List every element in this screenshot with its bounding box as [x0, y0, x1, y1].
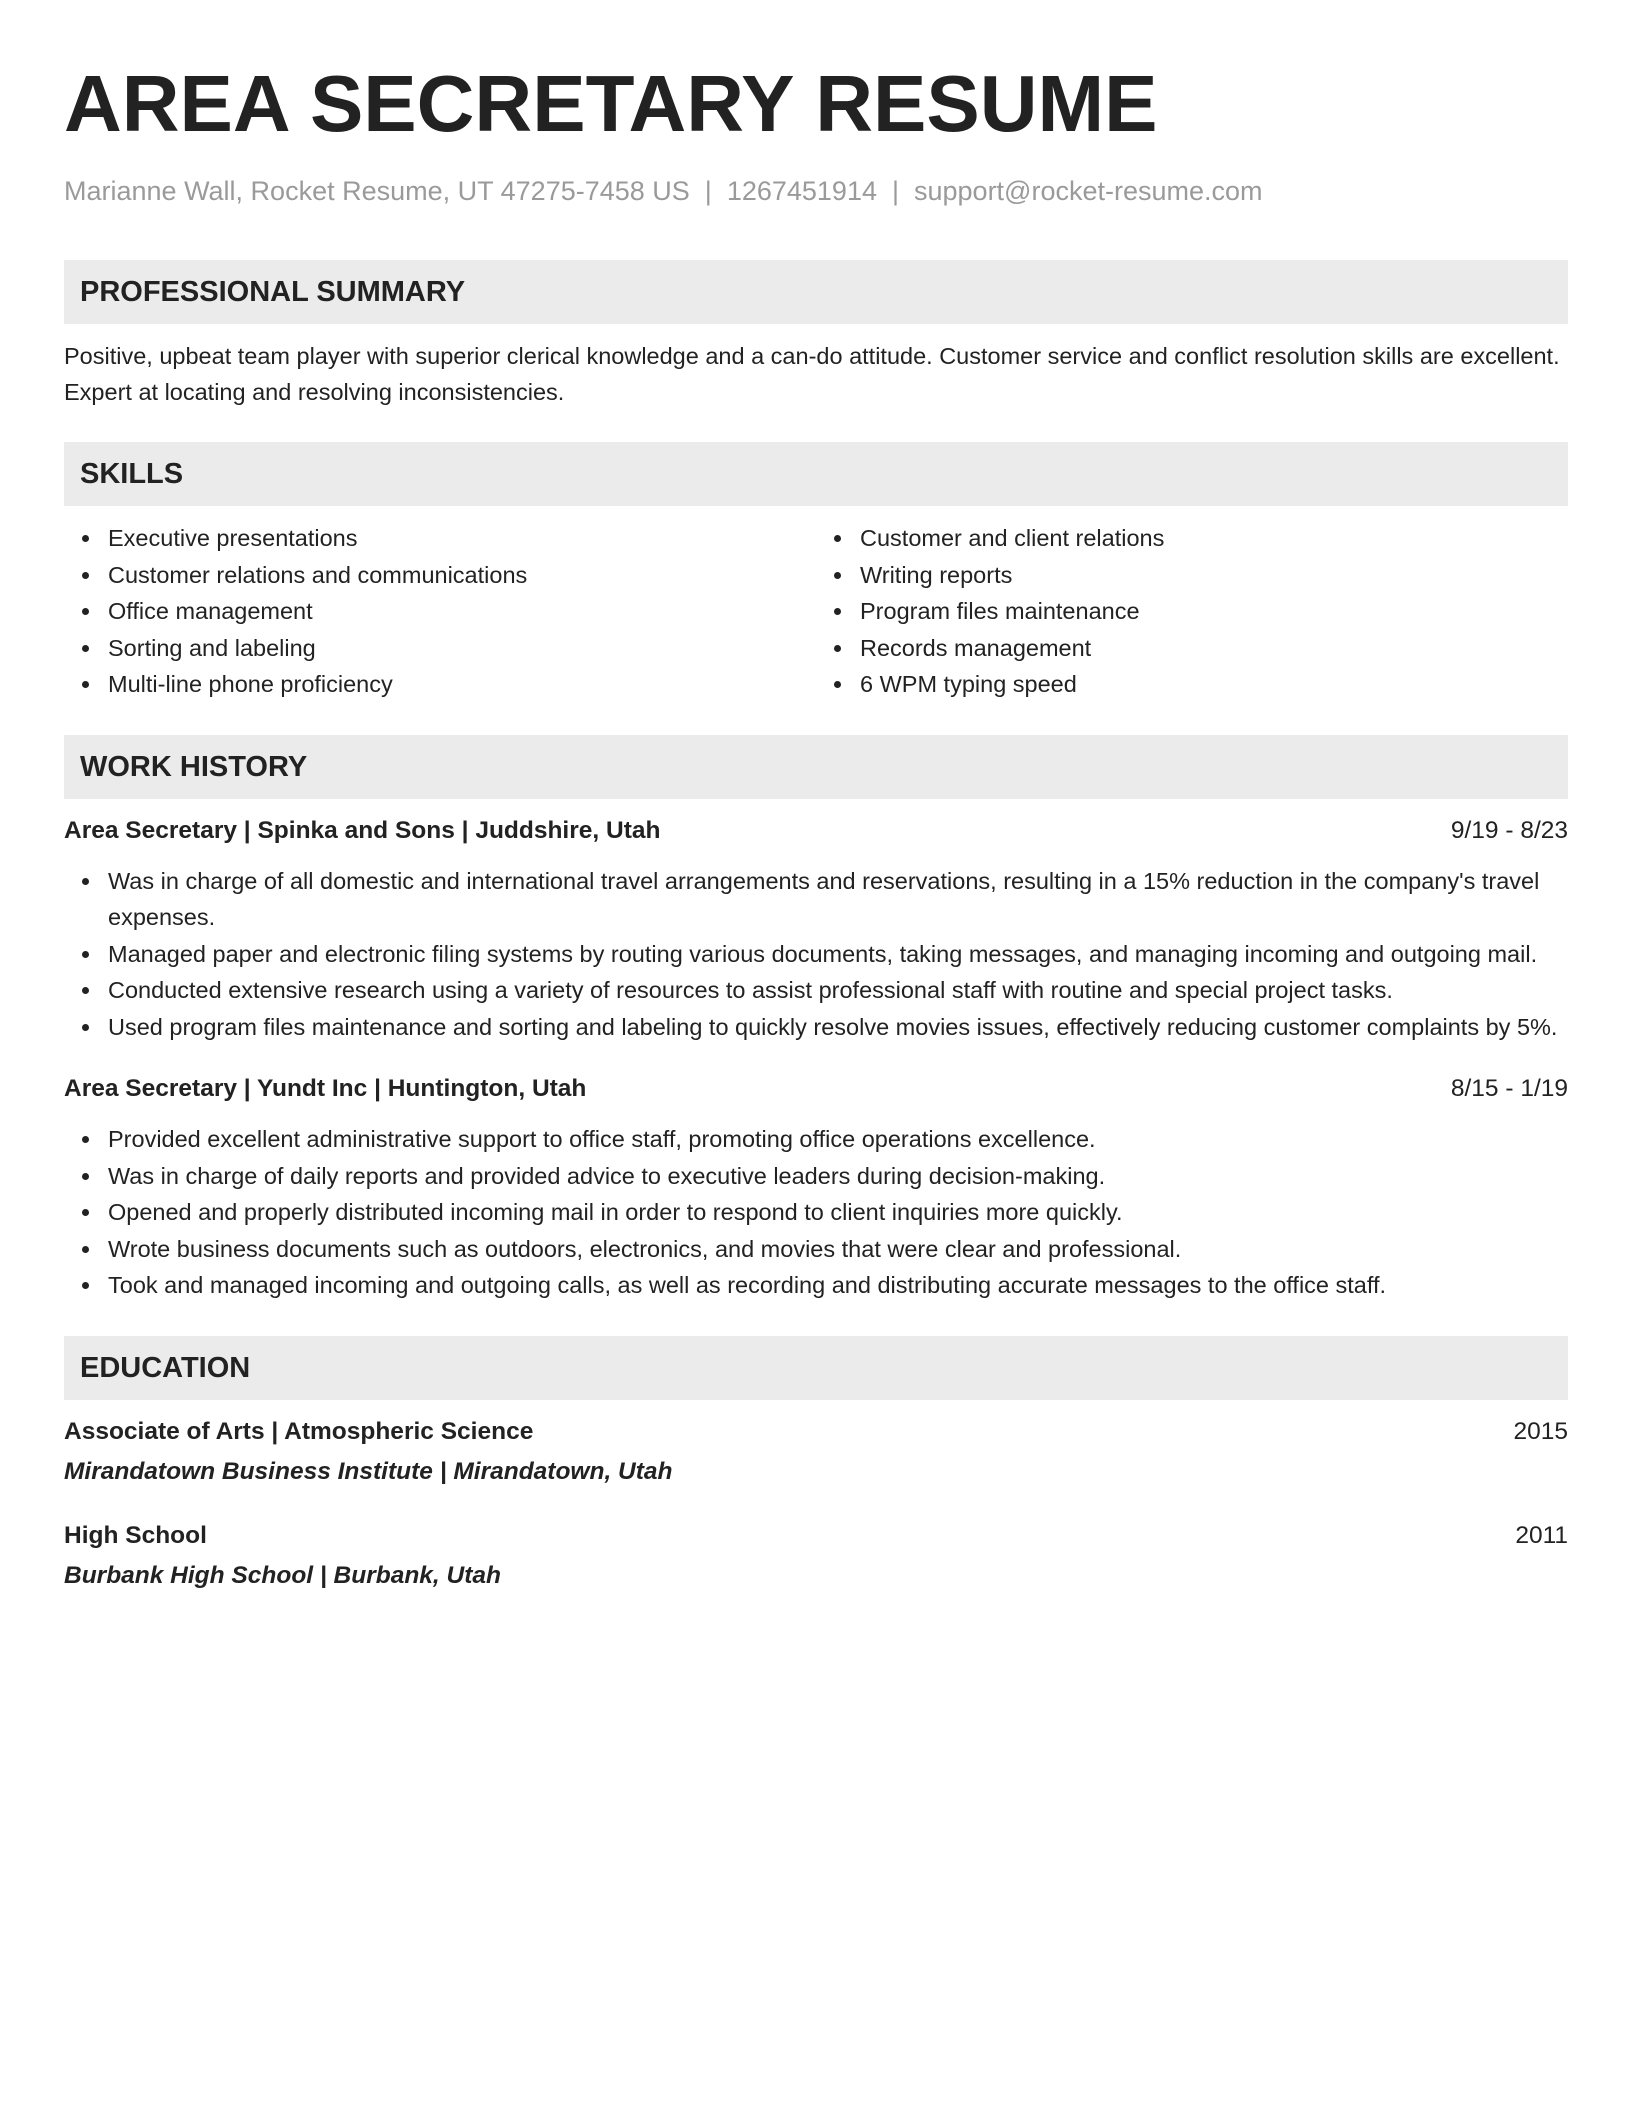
- skills-grid: [64, 520, 1568, 703]
- job-bullet: Used program files maintenance and sorting and labeling to quickly resolve movies issues, effectively reducing customer complaints by 5%.: [108, 1009, 1568, 1046]
- job-bullet: Opened and properly distributed incoming mail in order to respond to client inquiries more quickly.: [108, 1194, 1568, 1231]
- job-bullet: Took and managed incoming and outgoing calls, as well as recording and distributing accurate messages to the office staff.: [108, 1267, 1568, 1304]
- skills-list-left: [64, 520, 816, 703]
- job-bullets: [64, 1121, 1568, 1304]
- education-school: Mirandatown Business Institute | Mirandatown, Utah: [64, 1457, 673, 1485]
- skill-item: Sorting and labeling: [108, 630, 816, 667]
- skill-item: Office management: [108, 593, 816, 630]
- job-header: [64, 813, 1568, 849]
- job-entry: [64, 813, 1568, 1046]
- skill-item: Program files maintenance: [860, 593, 1568, 630]
- skills-section: [64, 442, 1568, 703]
- education-header: [64, 1518, 1568, 1554]
- contact-email: support@rocket-resume.com: [914, 176, 1263, 206]
- education-entry: [64, 1414, 1568, 1490]
- job-bullet: Provided excellent administrative support to office staff, promoting office operations excellence.: [108, 1121, 1568, 1158]
- education-heading: EDUCATION: [64, 1336, 1568, 1400]
- job-bullet: Was in charge of all domestic and international travel arrangements and reservations, resulting in a 15% reduction in the company's travel expenses.: [108, 863, 1568, 936]
- skills-heading: SKILLS: [64, 442, 1568, 506]
- resume-title: AREA SECRETARY RESUME: [64, 59, 1158, 148]
- skill-item: Customer relations and communications: [108, 557, 816, 594]
- job-bullet: Wrote business documents such as outdoors, electronics, and movies that were clear and professional.: [108, 1231, 1568, 1268]
- job-bullet: Was in charge of daily reports and provided advice to executive leaders during decision-making.: [108, 1158, 1568, 1195]
- education-entry: [64, 1518, 1568, 1594]
- contact-separator: |: [891, 176, 899, 206]
- resume-page: [64, 56, 1568, 1594]
- education-school: Burbank High School | Burbank, Utah: [64, 1561, 501, 1589]
- education-year: 2011: [1515, 1521, 1568, 1549]
- job-title: Area Secretary | Spinka and Sons | Juddshire, Utah: [64, 816, 661, 844]
- job-bullet: Managed paper and electronic filing systems by routing various documents, taking messages, and managing incoming and outgoing mail.: [108, 936, 1568, 973]
- skills-list-right: [816, 520, 1568, 703]
- job-entry: [64, 1071, 1568, 1304]
- work-history-section: [64, 735, 1568, 1304]
- job-header: [64, 1071, 1568, 1107]
- job-dates: 9/19 - 8/23: [1450, 816, 1568, 844]
- contact-address: Marianne Wall, Rocket Resume, UT 47275-7458 US: [64, 176, 690, 206]
- education-section: [64, 1336, 1568, 1594]
- skill-item: 6 WPM typing speed: [860, 666, 1568, 703]
- education-degree: High School: [64, 1521, 207, 1549]
- skill-item: Writing reports: [860, 557, 1568, 594]
- skill-item: Multi-line phone proficiency: [108, 666, 816, 703]
- work-history-heading: WORK HISTORY: [64, 735, 1568, 799]
- skill-item: Customer and client relations: [860, 520, 1568, 557]
- skill-item: Executive presentations: [108, 520, 816, 557]
- job-bullets: [64, 863, 1568, 1046]
- summary-heading: PROFESSIONAL SUMMARY: [64, 260, 1568, 324]
- skill-item: Records management: [860, 630, 1568, 667]
- job-title: Area Secretary | Yundt Inc | Huntington, Utah: [64, 1075, 587, 1102]
- contact-phone: 1267451914: [726, 176, 877, 206]
- education-header: [64, 1414, 1568, 1450]
- education-degree: Associate of Arts | Atmospheric Science: [64, 1417, 534, 1445]
- job-dates: 8/15 - 1/19: [1450, 1075, 1568, 1102]
- education-year: 2015: [1513, 1417, 1568, 1445]
- contact-line: [64, 174, 1568, 208]
- contact-separator: |: [704, 176, 712, 206]
- summary-section: [64, 260, 1568, 410]
- summary-text: Positive, upbeat team player with superior clerical knowledge and a can-do attitude. Customer service and conflict resolution skills are excellent. Expert at locating and resolving inconsistencies.: [64, 343, 1560, 405]
- job-bullet: Conducted extensive research using a variety of resources to assist professional staff with routine and special project tasks.: [108, 972, 1568, 1009]
